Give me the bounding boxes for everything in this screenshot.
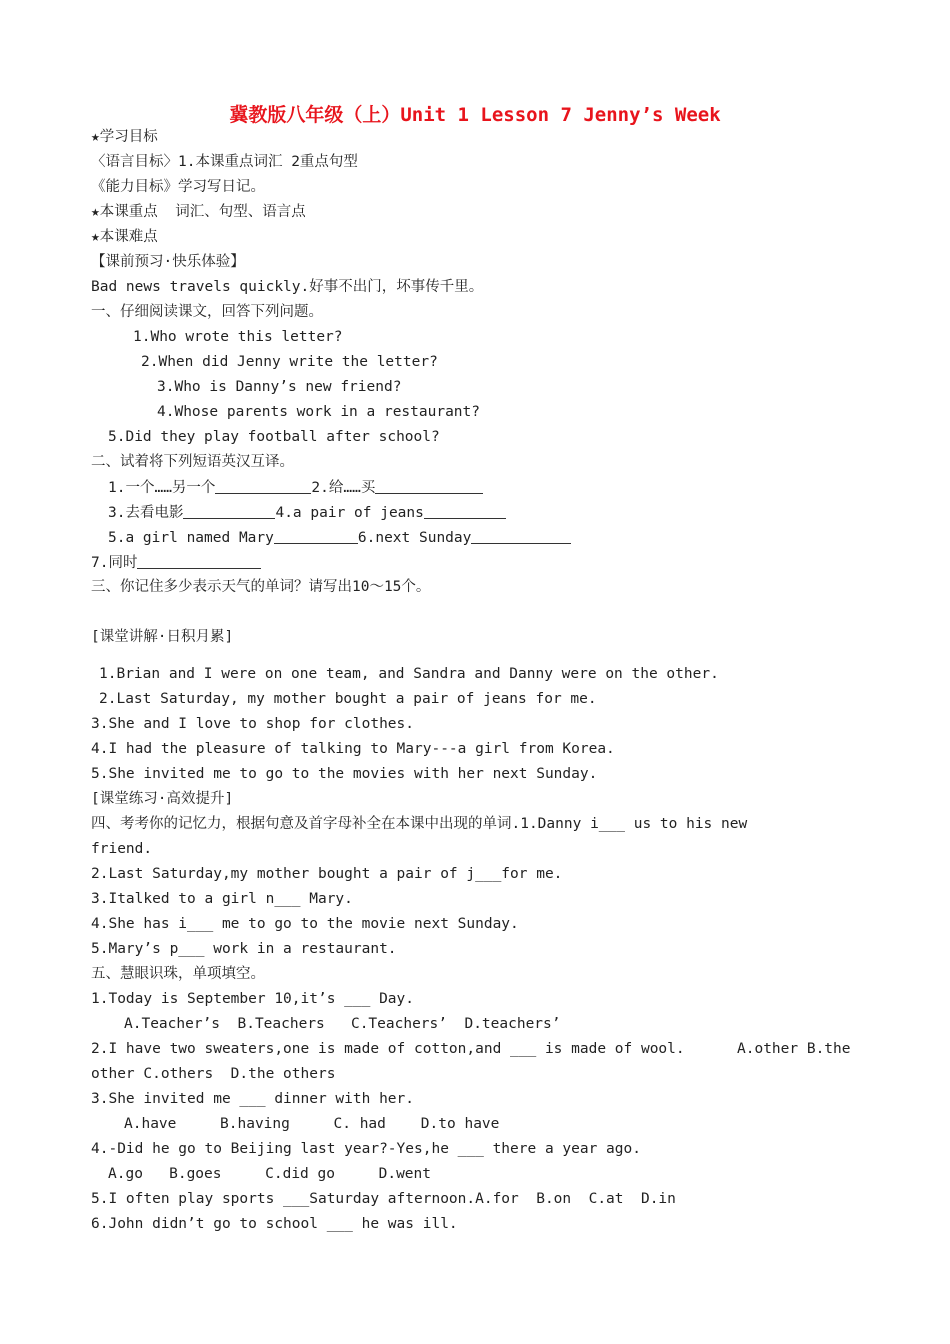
question-1: 1.Who wrote this letter?	[133, 329, 343, 345]
question-2: 2.When did Jenny write the letter?	[141, 354, 438, 370]
part5-question-6: 6.John didn’t go to school ___ he was ill.	[91, 1216, 458, 1232]
part5-question-1: 1.Today is September 10,it’s ___ Day.	[91, 991, 415, 1007]
lecture-sentence-1: 1.Brian and I were on one team, and Sandra and Danny were on the other.	[99, 666, 719, 682]
phrase-row-4	[91, 555, 261, 571]
language-objective: 〈语言目标〉1.本课重点词汇 2重点句型	[91, 154, 358, 170]
part5-heading: 五、慧眼识珠，单项填空。	[91, 966, 265, 982]
answer-blank[interactable]	[137, 555, 261, 569]
part4-question-2: 2.Last Saturday,my mother bought a pair of j___for me.	[91, 866, 563, 882]
part5-question-5: 5.I often play sports ___Saturday afternoon.A.for B.on C.at D.in	[91, 1191, 676, 1207]
phrase-3: 3.去看电影	[108, 505, 184, 521]
part4-question-3: 3.Italked to a girl n___ Mary.	[91, 891, 353, 907]
answer-blank[interactable]	[471, 530, 571, 544]
part5-question-2-line-1: 2.I have two sweaters,one is made of cotton,and ___ is made of wool. A.other B.the	[91, 1041, 851, 1057]
part4-line-1: 四、考考你的记忆力，根据句意及首字母补全在本课中出现的单词.1.Danny i___ us to his new	[91, 816, 748, 832]
phrase-4: 4.a pair of jeans	[275, 505, 424, 521]
phrase-5: 5.a girl named Mary	[108, 530, 274, 546]
question-5: 5.Did they play football after school?	[108, 429, 440, 445]
part4-question-5: 5.Mary’s p___ work in a restaurant.	[91, 941, 397, 957]
lecture-sentence-3: 3.She and I love to shop for clothes.	[91, 716, 415, 732]
phrase-row-1	[108, 480, 483, 496]
practice-heading: [课堂练习·高效提升]	[91, 791, 234, 807]
answer-blank[interactable]	[375, 480, 483, 494]
page-title: 冀教版八年级（上）Unit 1 Lesson 7 Jenny’s Week	[229, 104, 721, 126]
key-points: ★本课重点 词汇、句型、语言点	[91, 204, 306, 220]
phrase-1: 1.一个……另一个	[108, 480, 216, 496]
part2-heading: 二、试着将下列短语英汉互译。	[91, 454, 294, 470]
answer-blank[interactable]	[183, 505, 275, 519]
objectives-heading: ★学习目标	[91, 129, 158, 145]
part4-line-2: friend.	[91, 841, 153, 857]
phrase-row-3	[108, 530, 571, 546]
part5-question-1-options: A.Teacher’s B.Teachers C.Teachers’ D.teachers’	[124, 1016, 561, 1032]
part5-question-4-options: A.go B.goes C.did go D.went	[108, 1166, 432, 1182]
answer-blank[interactable]	[215, 480, 311, 494]
lecture-sentence-2: 2.Last Saturday, my mother bought a pair of jeans for me.	[99, 691, 597, 707]
part5-question-2-line-2: other C.others D.the others	[91, 1066, 336, 1082]
answer-blank[interactable]	[424, 505, 506, 519]
proverb: Bad news travels quickly.好事不出门，坏事传千里。	[91, 279, 484, 295]
lecture-heading: [课堂讲解·日积月累]	[91, 629, 234, 645]
question-4: 4.Whose parents work in a restaurant?	[157, 404, 481, 420]
part5-question-3: 3.She invited me ___ dinner with her.	[91, 1091, 415, 1107]
phrase-6: 6.next Sunday	[357, 530, 472, 546]
ability-objective: 《能力目标》学习写日记。	[91, 179, 265, 195]
phrase-7: 7.同时	[91, 555, 138, 571]
lecture-sentence-5: 5.She invited me to go to the movies with her next Sunday.	[91, 766, 598, 782]
question-3: 3.Who is Danny’s new friend?	[157, 379, 402, 395]
phrase-row-2	[108, 505, 506, 521]
phrase-2: 2.给……买	[311, 480, 376, 496]
part5-question-3-options: A.have B.having C. had D.to have	[124, 1116, 500, 1132]
lecture-sentence-4: 4.I had the pleasure of talking to Mary---a girl from Korea.	[91, 741, 615, 757]
difficult-points: ★本课难点	[91, 229, 158, 245]
part1-heading: 一、仔细阅读课文，回答下列问题。	[91, 304, 323, 320]
part5-question-4: 4.-Did he go to Beijing last year?-Yes,he ___ there a year ago.	[91, 1141, 641, 1157]
answer-blank[interactable]	[274, 530, 358, 544]
preview-heading: 【课前预习·快乐体验】	[91, 254, 245, 270]
part4-question-4: 4.She has i___ me to go to the movie next Sunday.	[91, 916, 519, 932]
part3-heading: 三、你记住多少表示天气的单词？请写出10～15个。	[91, 579, 431, 595]
